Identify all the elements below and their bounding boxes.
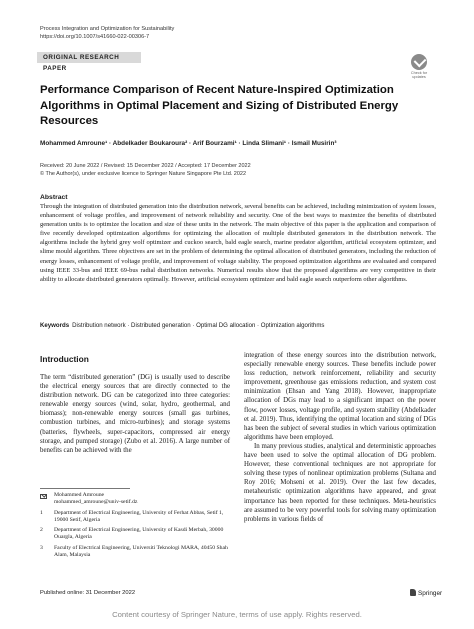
body-column-right xyxy=(244,351,436,524)
crossmark-icon xyxy=(411,54,427,70)
journal-doi[interactable]: https://doi.org/10.1007/s41660-022-00306-7 xyxy=(40,33,150,40)
journal-header xyxy=(40,26,174,41)
article-title: Performance Comparison of Recent Nature-Inspired Optimization Algorithms in Optimal Placement and Sizing of Distributed Energy Resources xyxy=(40,84,399,127)
contact-email[interactable]: mohammed_amroune@univ-setif.dz xyxy=(54,499,138,506)
affiliation-mark: 3 xyxy=(40,544,43,551)
keywords-text: Distribution network · Distributed generation · Optimal DG allocation · Optimization algorithms xyxy=(72,322,325,329)
history-dates: Received: 20 June 2022 / Revised: 15 December 2022 / Accepted: 17 December 2022 xyxy=(40,163,251,169)
introduction-heading: Introduction xyxy=(40,354,89,364)
author-list: Mohammed Amroune¹ · Abdelkader Boukaroura² · Arif Bourzami¹ · Linda Slimani¹ · Ismail Musirin³ xyxy=(40,140,337,147)
intro-paragraph-1: The term “distributed generation” (DG) is usually used to describe the electrical energy sources that are directly connected to the distribution network. DG can be categorized into three categories: renewable energy sources (wind, solar, hydro, geothermal, and biomass); non-renewable energy sources (small gas turbines, combustion turbines, and micro-turbines); and storage systems (batteries, flywheels, super-capacitors, compressed air energy storage, and pumped storage) (Zubo et al. 2016). A large number of benefits can be achieved with the xyxy=(40,374,230,454)
intro-paragraph-2: integration of these energy sources into the distribution network, especially renewable energy sources. These benefits include power loss reduction, network reinforcement, reliability and security improvement, greenhouse gas emissions reduction, and system cost minimization (Ehsan and Yang 2018). However, inappropriate allocation of DGs may lead to a significant impact on the power flow, power losses, voltage profile, and system stability (Abdelkader et al. 2019). Thus, identifying the optimal location and sizing of DGs has been the subject of several studies in which various optimization algorithms have been employed. xyxy=(244,352,436,441)
crossmark-label: Check for updates xyxy=(410,71,428,80)
affiliation-mark: 1 xyxy=(40,509,43,516)
envelope-icon xyxy=(40,494,47,499)
contact-name: Mohammed Amroune xyxy=(54,492,105,498)
springer-horse-icon xyxy=(410,589,416,596)
article-dates xyxy=(40,163,440,179)
intro-paragraph-3: In many previous studies, analytical and deterministic approaches have been used to solve the optimal allocation of DG problem. However, these conventional techniques are not appropriate for solving these types of nonlinear optimization problems (Sultana and Roy 2016; Mohseni et al. 2019). Over the last few decades, metaheuristic optimization algorithms have appeared, and great importance has been reported for these techniques. Meta-heuristics are assumed to be very powerful tools for solving many optimization problems in various fields of xyxy=(244,442,436,523)
corresponding-author xyxy=(40,492,230,507)
published-date: Published online: 31 December 2022 xyxy=(40,590,136,596)
body-column-left xyxy=(40,373,230,455)
abstract-heading: Abstract xyxy=(40,194,68,201)
check-for-updates[interactable] xyxy=(404,54,434,80)
publisher-logo xyxy=(410,589,442,597)
article-type-badge: ORIGINAL RESEARCH PAPER xyxy=(37,52,141,63)
footnotes xyxy=(40,492,230,562)
abstract-section xyxy=(40,194,436,284)
affiliation-text: Department of Electrical Engineering, University of Kasdi Merbah, 30000 Ouargla, Algeria xyxy=(54,527,224,541)
affiliation-2 xyxy=(40,527,230,542)
footnote-divider xyxy=(40,488,130,489)
affiliation-3 xyxy=(40,545,230,560)
affiliation-text: Faculty of Electrical Engineering, Universiti Teknologi MARA, 40450 Shah Alam, Malaysia xyxy=(54,544,228,559)
publisher-name: Springer xyxy=(418,590,443,597)
keywords-line xyxy=(40,322,436,329)
affiliation-text: Department of Electrical Engineering, University of Ferhat Abbas, Setif 1, 19000 Setif, Algeria xyxy=(54,509,224,523)
keywords-label: Keywords xyxy=(40,322,70,329)
courtesy-notice: Content courtesy of Springer Nature, terms of use apply. Rights reserved. xyxy=(112,610,362,619)
copyright-line: © The Author(s), under exclusive licence to Springer Nature Singapore Pte Ltd. 2022 xyxy=(40,170,247,177)
affiliation-1 xyxy=(40,510,230,525)
affiliation-mark: 2 xyxy=(40,527,43,534)
abstract-text: Through the integration of distributed generation into the distribution network, several benefits can be achieved, including minimization of system losses, enhancement of voltage profiles, and improvement of network reliability and security. One of the best ways to maximize the benefits of distributed generation units is to optimize the location and size of these units in the network. The main objective of this paper is the application and comparison of five recently developed optimization algorithms for optimizing the allocation of multiple distributed generators in the distribution network. The algorithms include the hybrid grey wolf optimizer and cuckoo search, bald eagle search, marine predator algorithm, artificial ecosystem optimizer, and slime mould algorithm. Three objectives are set in the problem of determining the optimal allocation of distributed generators, including the reduction of energy losses, enhancement of voltage profile, and improvement of voltage stability. The proposed optimization algorithms are evaluated and compared using IEEE 33-bus and IEEE 69-bus radial distribution networks. Numerical results show that the proposed algorithms are very competitive in their ability to allocate distributed generators optimally. However, artificial ecosystem optimizer and bald eagle search outperform other algorithms. xyxy=(40,203,436,283)
journal-name: Process Integration and Optimization for Sustainability xyxy=(40,26,175,32)
